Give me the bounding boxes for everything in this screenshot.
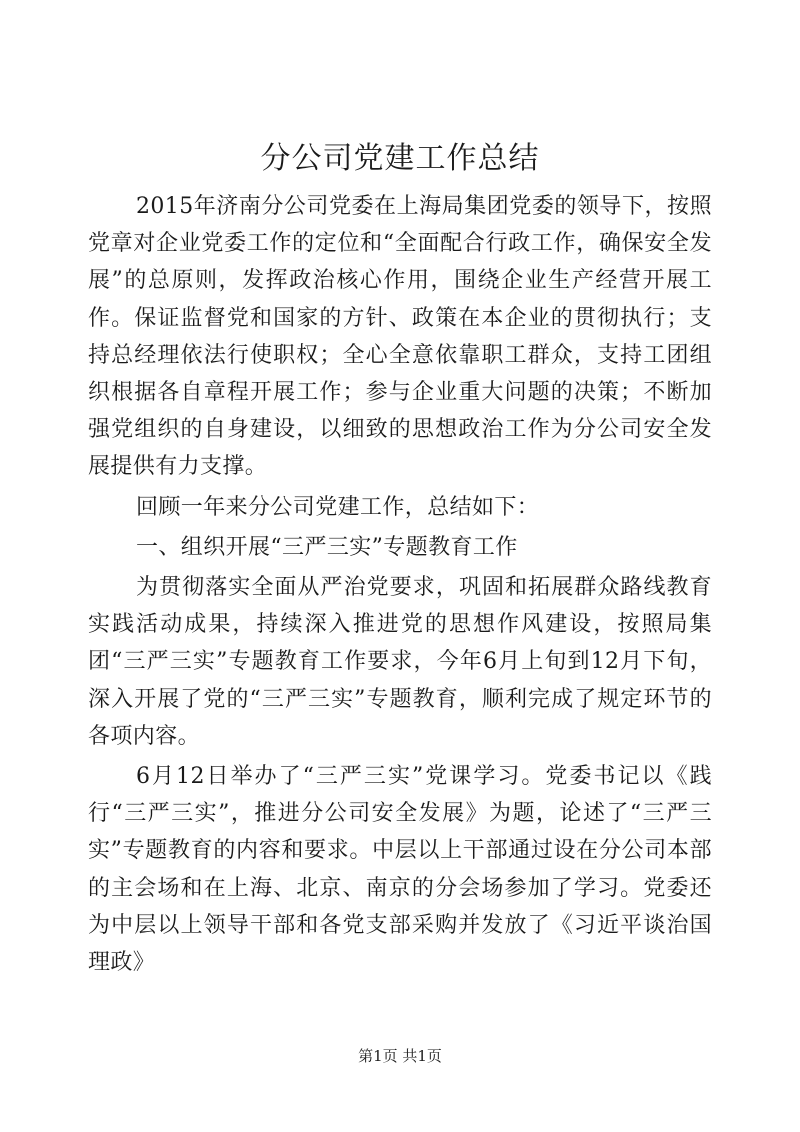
page-footer: 第1页 共1页 <box>358 1047 442 1065</box>
paragraph-party-lecture: 6月12日举办了“三严三实”党课学习。党委书记以《践行“三严三实”，推进分公司安全发展》为题，论述了“三严三实”专题教育的内容和要求。中层以上干部通过设在分公司本部的主会场和在上海、北京、南京的分会场参加了学习。党委还为中层以上领导干部和各党支部采购并发放了《习近平谈治国理政》 <box>88 764 712 976</box>
paragraph-review: 回顾一年来分公司党建工作，总结如下： <box>136 494 540 520</box>
section-heading-1: 一、组织开展“三严三实”专题教育工作 <box>136 534 518 560</box>
paragraph-intro: 2015年济南分公司党委在上海局集团党委的领导下，按照党章对企业党委工作的定位和“全面配合行政工作，确保安全发展”的总原则，发挥政治核心作用，围绕企业生产经营开展工作。保证监督党和国家的方针、政策在本企业的贯彻执行；支持总经理依法行使职权；全心全意依靠职工群众，支持工团组织根据各自章程开展工作；参与企业重大问题的决策；不断加强党组织的自身建设，以细致的思想政治工作为分公司安全发展提供有力支撑。 <box>88 194 712 480</box>
document-body <box>88 188 712 981</box>
paragraph-section-1: 为贯彻落实全面从严治党要求，巩固和拓展群众路线教育实践活动成果，持续深入推进党的思想作风建设，按照局集团“三严三实”专题教育工作要求，今年6月上旬到12月下旬，深入开展了党的“三严三实”专题教育，顺利完成了规定环节的各项内容。 <box>88 575 712 749</box>
document-title: 分公司党建工作总结 <box>260 141 540 176</box>
